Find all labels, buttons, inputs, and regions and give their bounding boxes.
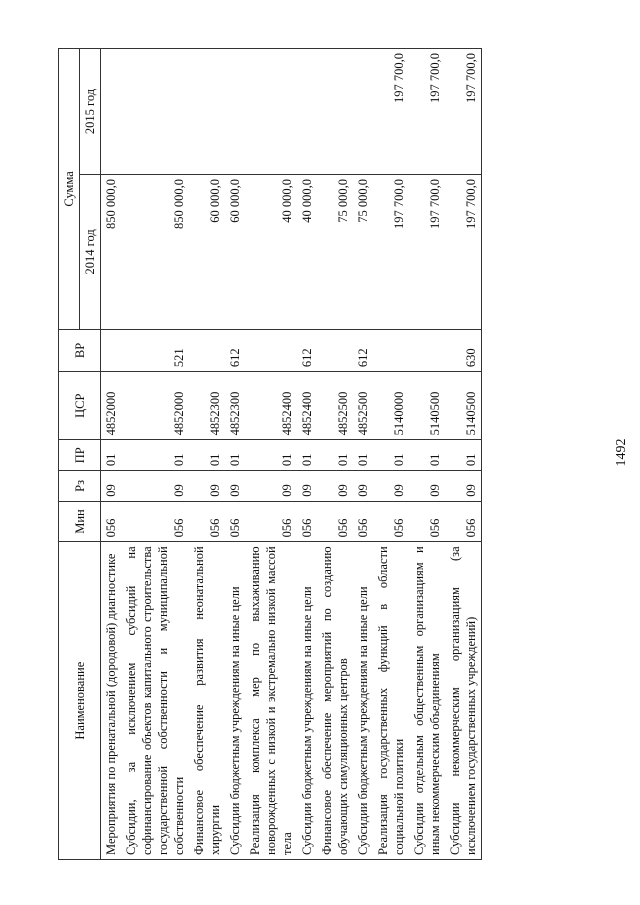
table-row: [409, 49, 445, 860]
row-min: 056: [121, 501, 189, 542]
row-rz: 09: [317, 471, 353, 502]
table-row: [445, 49, 482, 860]
page-number: 1492: [614, 438, 629, 467]
row-amount-2015: 197 700,0: [445, 49, 482, 175]
row-pr: 01: [409, 440, 445, 471]
row-min: 056: [101, 501, 122, 542]
header-2014: 2014 год: [80, 175, 101, 330]
row-min: 056: [189, 501, 225, 542]
table-row: [121, 49, 189, 860]
row-amount-2014: 60 000,0: [225, 175, 245, 330]
row-amount-2014: 75 000,0: [353, 175, 373, 330]
row-csr: 4852300: [225, 372, 245, 440]
row-csr: 5140000: [373, 372, 409, 440]
row-pr: 01: [225, 440, 245, 471]
row-vr: 612: [297, 329, 317, 371]
row-rz: 09: [373, 471, 409, 502]
row-csr: 4852400: [245, 372, 297, 440]
row-pr: 01: [121, 440, 189, 471]
row-amount-2015: [101, 49, 122, 175]
row-csr: 5140500: [445, 372, 482, 440]
row-pr: 01: [101, 440, 122, 471]
row-name: Финансовое обеспечение мероприятий по созданию обучающих симуляционных центров: [317, 542, 353, 860]
row-name: Мероприятия по пренатальной (дородовой) диагностике: [101, 542, 122, 860]
row-csr: 4852300: [189, 372, 225, 440]
table-row: [245, 49, 297, 860]
row-csr: 5140500: [409, 372, 445, 440]
row-csr: 4852400: [297, 372, 317, 440]
row-amount-2014: 850 000,0: [121, 175, 189, 330]
header-row: [59, 49, 80, 860]
row-amount-2014: 40 000,0: [245, 175, 297, 330]
budget-table: [58, 48, 482, 860]
row-name: Субсидии бюджетным учреждениям на иные цели: [297, 542, 317, 860]
row-amount-2015: [353, 49, 373, 175]
row-amount-2014: 40 000,0: [297, 175, 317, 330]
row-rz: 09: [225, 471, 245, 502]
row-min: 056: [353, 501, 373, 542]
row-vr: [101, 329, 122, 371]
table-row: [101, 49, 122, 860]
row-pr: 01: [373, 440, 409, 471]
row-name: Субсидии некоммерческим организациям (за исключением государственных учреждений): [445, 542, 482, 860]
row-vr: [245, 329, 297, 371]
row-min: 056: [409, 501, 445, 542]
row-rz: 09: [189, 471, 225, 502]
row-vr: 612: [225, 329, 245, 371]
row-min: 056: [317, 501, 353, 542]
row-amount-2015: 197 700,0: [409, 49, 445, 175]
table-row: [225, 49, 245, 860]
row-min: 056: [245, 501, 297, 542]
row-amount-2015: [245, 49, 297, 175]
table-row: [189, 49, 225, 860]
row-name: Реализация государственных функций в области социальной политики: [373, 542, 409, 860]
row-amount-2014: 850 000,0: [101, 175, 122, 330]
row-name: Субсидии, за исключением субсидий на софинансирование объектов капитального строительства государственной собственности и муниципальной собственности: [121, 542, 189, 860]
row-name: Субсидии бюджетным учреждениям на иные цели: [225, 542, 245, 860]
row-rz: 09: [101, 471, 122, 502]
row-pr: 01: [353, 440, 373, 471]
row-amount-2015: [317, 49, 353, 175]
row-vr: [189, 329, 225, 371]
row-vr: [317, 329, 353, 371]
row-pr: 01: [317, 440, 353, 471]
header-vr: ВР: [59, 329, 101, 371]
row-name: Финансовое обеспечение развития неонатальной хирургии: [189, 542, 225, 860]
row-csr: 4852500: [353, 372, 373, 440]
row-rz: 09: [121, 471, 189, 502]
table-row: [297, 49, 317, 860]
table-row: [353, 49, 373, 860]
row-rz: 09: [353, 471, 373, 502]
row-amount-2015: [225, 49, 245, 175]
row-pr: 01: [245, 440, 297, 471]
row-amount-2014: 75 000,0: [317, 175, 353, 330]
row-rz: 09: [445, 471, 482, 502]
row-vr: [373, 329, 409, 371]
row-pr: 01: [445, 440, 482, 471]
row-rz: 09: [409, 471, 445, 502]
row-min: 056: [445, 501, 482, 542]
row-name: Реализация комплекса мер по выхаживанию новорожденных с низкой и экстремально низкой массой тела: [245, 542, 297, 860]
row-csr: 4852500: [317, 372, 353, 440]
header-sum: Сумма: [59, 49, 80, 330]
table-row: [373, 49, 409, 860]
row-amount-2015: [121, 49, 189, 175]
row-rz: 09: [297, 471, 317, 502]
row-amount-2015: [189, 49, 225, 175]
row-amount-2015: 197 700,0: [373, 49, 409, 175]
row-csr: 4852000: [101, 372, 122, 440]
row-amount-2014: 197 700,0: [373, 175, 409, 330]
row-amount-2014: 197 700,0: [445, 175, 482, 330]
row-vr: 630: [445, 329, 482, 371]
table-row: [317, 49, 353, 860]
header-min: Мин: [59, 501, 101, 542]
row-rz: 09: [245, 471, 297, 502]
row-min: 056: [373, 501, 409, 542]
row-pr: 01: [297, 440, 317, 471]
row-pr: 01: [189, 440, 225, 471]
row-min: 056: [297, 501, 317, 542]
row-amount-2014: 197 700,0: [409, 175, 445, 330]
header-name: Наименование: [59, 542, 101, 860]
row-amount-2014: 60 000,0: [189, 175, 225, 330]
header-pr: ПР: [59, 440, 101, 471]
header-rz: Рз: [59, 471, 101, 502]
header-2015: 2015 год: [80, 49, 101, 175]
row-vr: [409, 329, 445, 371]
row-csr: 4852000: [121, 372, 189, 440]
row-name: Субсидии бюджетным учреждениям на иные цели: [353, 542, 373, 860]
row-vr: 521: [121, 329, 189, 371]
row-vr: 612: [353, 329, 373, 371]
row-amount-2015: [297, 49, 317, 175]
row-name: Субсидии отдельным общественным организациям и иным некоммерческим объединениям: [409, 542, 445, 860]
header-csr: ЦСР: [59, 372, 101, 440]
row-min: 056: [225, 501, 245, 542]
